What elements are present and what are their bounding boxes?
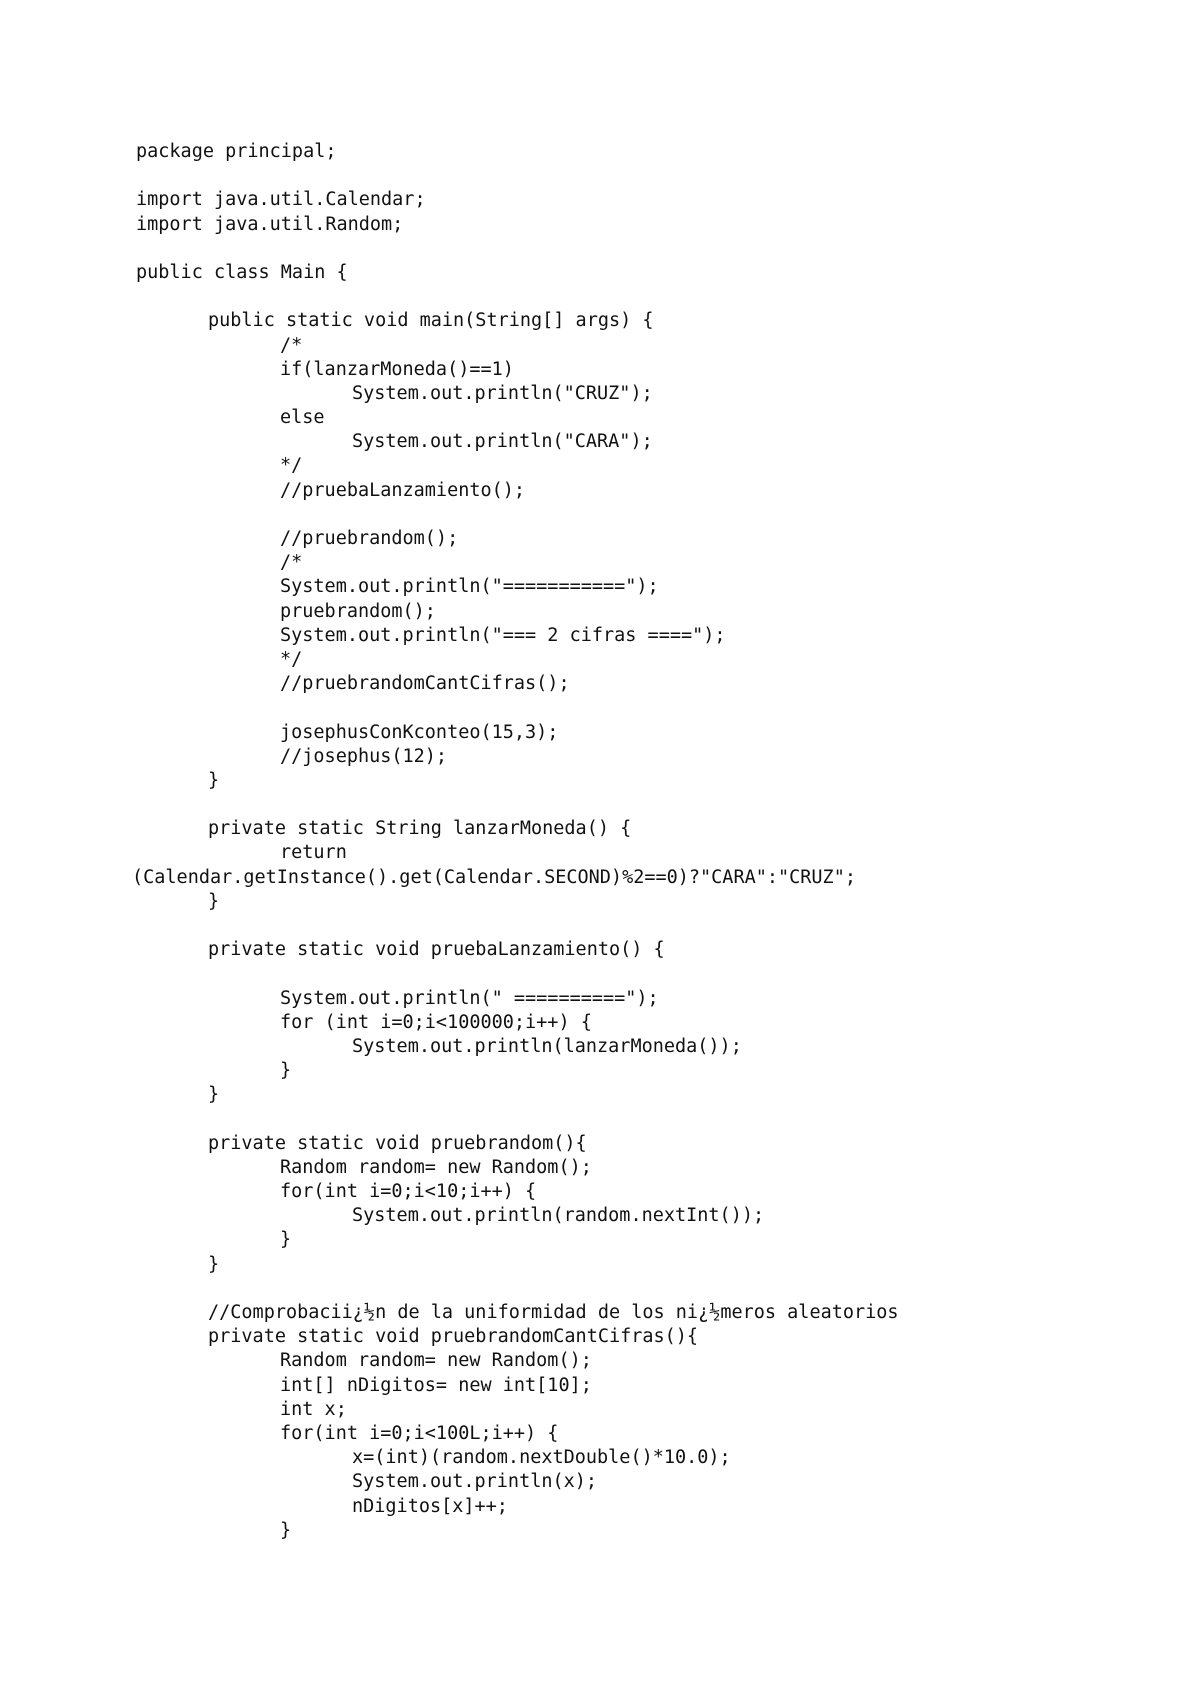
code-line: private static void pruebrandom(){ <box>208 1132 587 1154</box>
blank-line <box>136 285 1156 309</box>
code-line: System.out.println("=== 2 cifras ===="); <box>280 624 726 646</box>
code-line: //pruebrandomCantCifras(); <box>280 673 570 695</box>
code-line: pruebrandom(); <box>280 600 436 622</box>
blank-line <box>136 914 1156 938</box>
code-line: System.out.println("CARA"); <box>352 431 653 453</box>
code-line: } <box>280 1519 292 1541</box>
code-line: public static void main(String[] args) { <box>208 310 654 332</box>
blank-line <box>136 696 1156 720</box>
code-line: } <box>208 1084 220 1106</box>
code-line: System.out.println(x); <box>352 1471 598 1493</box>
code-line: (Calendar.getInstance().get(Calendar.SECOND)%2==0)?"CARA":"CRUZ"; <box>132 866 856 888</box>
code-line: for(int i=0;i<10;i++) { <box>280 1181 537 1203</box>
code-line: private static void pruebaLanzamiento() { <box>208 939 665 961</box>
blank-line <box>136 793 1156 817</box>
code-line: System.out.println(" =========="); <box>280 987 659 1009</box>
code-listing <box>132 140 1156 1543</box>
code-line: } <box>280 1060 292 1082</box>
blank-line <box>136 1277 1156 1301</box>
code-line: Random random= new Random(); <box>280 1350 592 1372</box>
code-line: } <box>280 1229 292 1251</box>
code-line: Random random= new Random(); <box>280 1156 592 1178</box>
code-line: System.out.println(random.nextInt()); <box>352 1205 765 1227</box>
code-line: //josephus(12); <box>280 745 448 767</box>
code-line: import java.util.Calendar; <box>136 189 426 211</box>
code-line: int[] nDigitos= new int[10]; <box>280 1374 592 1396</box>
code-line: //Comprobacii¿½n de la uniformidad de los ni¿½meros aleatorios <box>208 1302 899 1323</box>
blank-line <box>136 164 1156 188</box>
code-line: for (int i=0;i<100000;i++) { <box>280 1011 592 1033</box>
code-line: public class Main { <box>136 261 348 283</box>
code-line: private static String lanzarMoneda() { <box>208 818 632 840</box>
code-line: } <box>208 769 220 791</box>
code-line: x=(int)(random.nextDouble()*10.0); <box>352 1447 731 1469</box>
code-line: System.out.println(lanzarMoneda()); <box>352 1035 742 1057</box>
code-line: //pruebrandom(); <box>280 528 459 549</box>
code-line: int x; <box>280 1398 347 1420</box>
code-line: else <box>280 407 325 429</box>
code-line: nDigitos[x]++; <box>352 1495 508 1517</box>
code-line: private static void pruebrandomCantCifras(){ <box>208 1326 699 1348</box>
code-line: if(lanzarMoneda()==1) <box>280 358 514 380</box>
blank-line <box>136 237 1156 261</box>
code-line: package principal; <box>136 141 337 162</box>
code-line: System.out.println("==========="); <box>280 576 659 598</box>
code-line: josephusConKconteo(15,3); <box>280 721 559 743</box>
code-line: //pruebaLanzamiento(); <box>280 479 526 501</box>
code-line: import java.util.Random; <box>136 213 404 235</box>
code-line: */ <box>280 455 303 477</box>
blank-line <box>136 503 1156 527</box>
code-line: return <box>280 842 347 864</box>
blank-line <box>136 962 1156 986</box>
code-line: /* <box>280 334 303 356</box>
code-line: System.out.println("CRUZ"); <box>352 382 653 404</box>
code-line: /* <box>280 552 303 574</box>
code-line: } <box>208 1253 220 1275</box>
blank-line <box>136 1108 1156 1132</box>
code-line: for(int i=0;i<100L;i++) { <box>280 1422 559 1444</box>
code-line: */ <box>280 648 303 670</box>
code-line: } <box>208 890 220 912</box>
